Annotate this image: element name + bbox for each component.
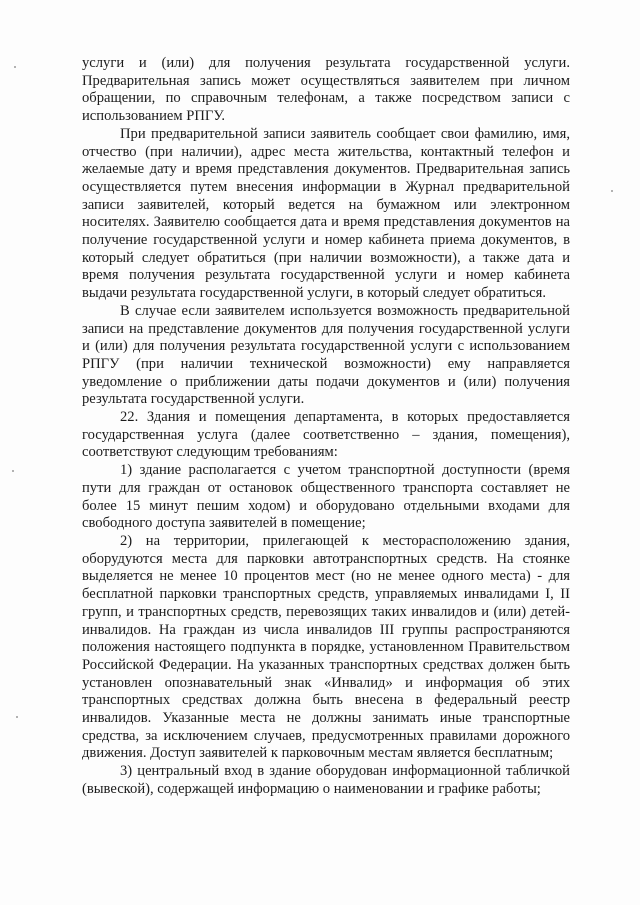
scan-speck [12,470,14,472]
paragraph-requirement-3: 3) центральный вход в здание оборудован информационной табличкой (вывеской), содержащей информацию о наименовании и графике работы; [82,763,570,797]
paragraph-continuation: услуги и (или) для получения результата государственной услуги. Предварительная запись может осуществляться заявителем при личном обращении, по справочным телефонам, а также посредством записи с использованием РПГУ. [82,55,570,125]
document-body [82,55,570,799]
scan-speck [14,66,16,68]
scan-speck [16,716,18,718]
paragraph-notification: В случае если заявителем используется возможность предварительной записи на представление документов для получения государственной услуги и (или) для получения результата государственной услуги с использованием РПГУ (при наличии технической возможности) ему направляется уведомление о приближении даты подачи документов и (или) получения результата государственной услуги. [82,302,570,408]
paragraph-preliminary-record: При предварительной записи заявитель сообщает свои фамилию, имя, отчество (при наличии), адрес места жительства, контактный телефон и желаемые дату и время представления документов. Предварительная запись осуществляется путем внесения информации в Журнал предварительной записи заявителей, который ведется на бумажном или электронном носителях. Заявителю сообщается дата и время представления документов на получение государственной услуги и номер кабинета приема документов, в который следует обратиться (при наличии возможности), а также дата и время получения результата государственной услуги и номер кабинета выдачи результата государственной услуги, в который следует обратиться. [82,125,570,302]
paragraph-item-22: 22. Здания и помещения департамента, в которых предоставляется государственная услуга (далее соответственно – здания, помещения), соответствуют следующим требованиям: [82,409,570,461]
scan-speck [611,190,613,192]
paragraph-requirement-2: 2) на территории, прилегающей к месторасположению здания, оборудуются места для парковки автотранспортных средств. На стоянке выделяется не менее 10 процентов мест (но не менее одного места) - для бесплатной парковки транспортных средств, управляемых инвалидами I, II групп, и транспортных средств, перевозящих таких инвалидов и (или) детей-инвалидов. На граждан из числа инвалидов III группы распространяются положения настоящего подпункта в порядке, установленном Правительством Российской Федерации. На указанных транспортных средствах должен быть установлен опознавательный знак «Инвалид» и информация об этих транспортных средствах должна быть внесена в федеральный реестр инвалидов. Указанные места не должны занимать иные транспортные средства, за исключением случаев, предусмотренных правилами дорожного движения. Доступ заявителей к парковочным местам является бесплатным; [82,532,570,762]
paragraph-requirement-1: 1) здание располагается с учетом транспортной доступности (время пути для граждан от остановок общественного транспорта составляет не более 15 минут пешим ходом) и оборудовано отдельными входами для свободного доступа заявителей в помещение; [82,462,570,532]
